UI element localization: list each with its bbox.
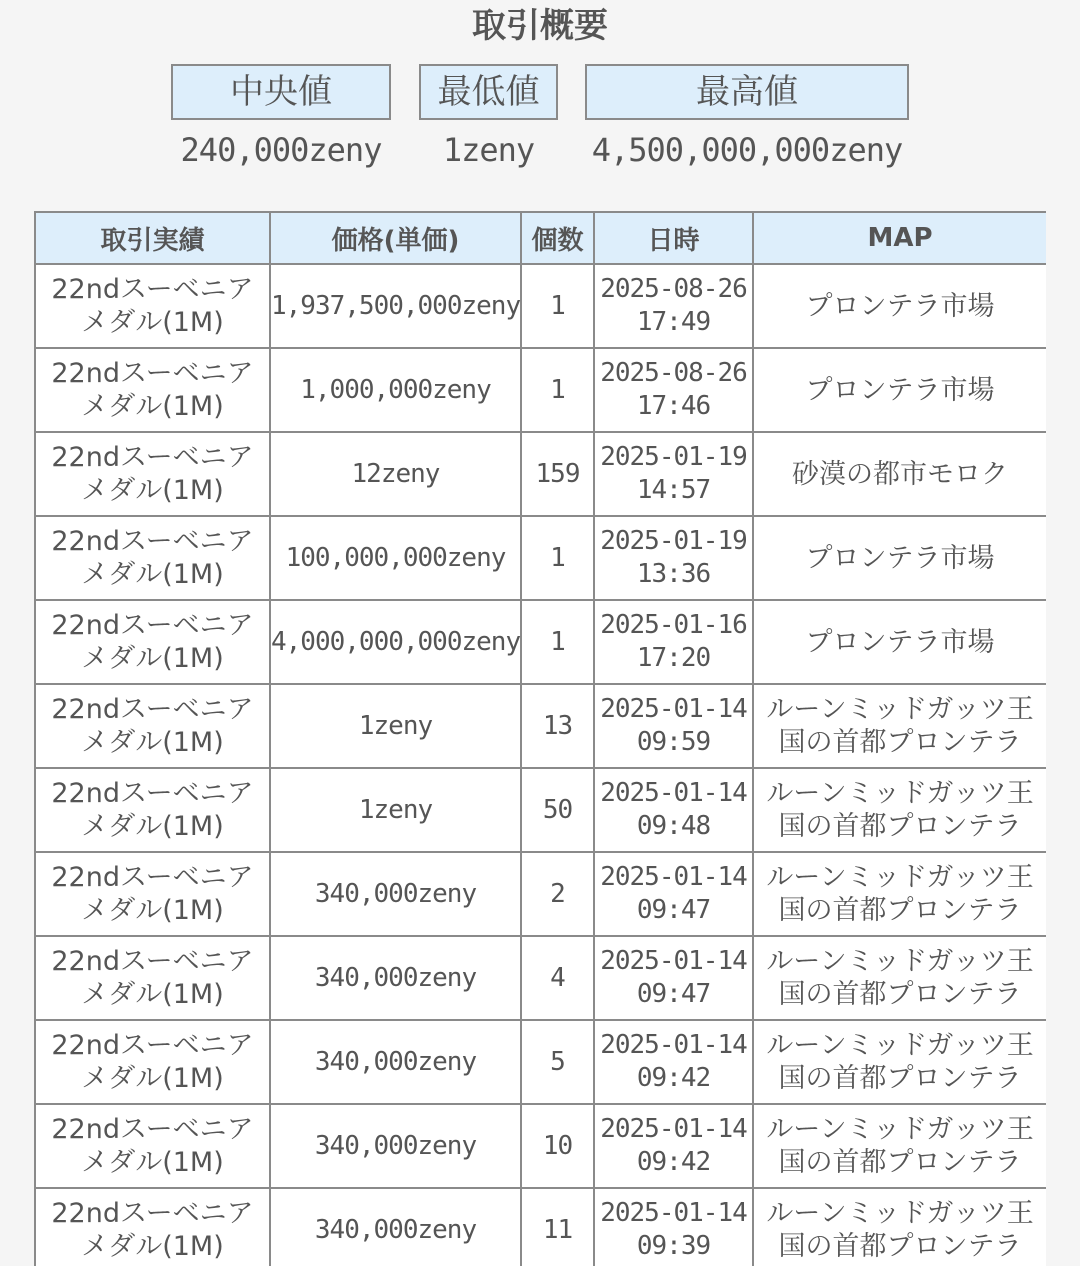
cell-datetime (594, 684, 753, 768)
table-row (35, 852, 1046, 936)
cell-qty-text: 4 (550, 962, 565, 993)
cell-map (753, 348, 1046, 432)
cell-datetime (594, 432, 753, 516)
cell-datetime-text: 09:47 (636, 979, 711, 1009)
cell-map-text: プロンテラ市場 (805, 542, 995, 574)
cell-item-text: 22ndスーベニア (51, 778, 254, 809)
cell-datetime (594, 768, 753, 852)
median-value: 240,000zeny (180, 131, 382, 169)
cell-item (35, 600, 270, 684)
cell-item-text: メダル(1M) (81, 475, 224, 506)
cell-datetime-text: 09:42 (636, 1063, 711, 1093)
cell-qty-text: 1 (550, 290, 565, 321)
cell-qty (521, 1104, 594, 1188)
cell-item-text: 22ndスーベニア (51, 274, 254, 305)
cell-map-text: 国の首都プロンテラ (778, 979, 1022, 1010)
cell-price-text: 340,000zeny (314, 1046, 477, 1077)
cell-item-text: 22ndスーベニア (51, 526, 254, 557)
min-label: 最低値 (419, 64, 558, 120)
cell-qty (521, 264, 594, 348)
table-row (35, 1020, 1046, 1104)
cell-datetime (594, 1104, 753, 1188)
cell-item-text: メダル(1M) (81, 1231, 224, 1262)
table-body (35, 264, 1046, 1266)
cell-qty (521, 432, 594, 516)
cell-price (270, 600, 521, 684)
cell-map (753, 684, 1046, 768)
cell-qty-text: 10 (542, 1130, 573, 1161)
cell-map-text: ルーンミッドガッツ王 (766, 946, 1034, 977)
cell-datetime-text: 17:46 (636, 391, 711, 421)
cell-item-text: 22ndスーベニア (51, 1030, 254, 1061)
cell-item (35, 264, 270, 348)
cell-qty-text: 13 (542, 710, 573, 741)
cell-item (35, 684, 270, 768)
cell-map-text: 国の首都プロンテラ (778, 811, 1022, 842)
cell-qty-text: 11 (542, 1214, 573, 1245)
cell-item-text: 22ndスーベニア (51, 358, 254, 389)
cell-map (753, 768, 1046, 852)
cell-item (35, 1104, 270, 1188)
cell-price (270, 264, 521, 348)
cell-qty-text: 2 (550, 878, 565, 909)
cell-price-text: 340,000zeny (314, 878, 477, 909)
cell-price-text: 1,937,500,000zeny (271, 290, 521, 321)
cell-price (270, 516, 521, 600)
cell-datetime (594, 264, 753, 348)
header-datetime: 日時 (594, 212, 753, 264)
cell-item-text: メダル(1M) (81, 559, 224, 590)
cell-price (270, 684, 521, 768)
cell-qty (521, 936, 594, 1020)
summary-title: 取引概要 (472, 6, 608, 46)
cell-datetime (594, 348, 753, 432)
cell-map-text: 国の首都プロンテラ (778, 895, 1022, 926)
table-row (35, 264, 1046, 348)
cell-qty (521, 348, 594, 432)
cell-datetime-text: 17:49 (636, 307, 711, 337)
table-row (35, 1188, 1046, 1266)
cell-qty (521, 768, 594, 852)
cell-map (753, 852, 1046, 936)
cell-item (35, 516, 270, 600)
cell-datetime-text: 2025-01-19 (600, 442, 747, 472)
cell-datetime-text: 2025-01-16 (600, 610, 747, 640)
cell-price (270, 852, 521, 936)
header-qty: 個数 (521, 212, 594, 264)
cell-qty-text: 5 (550, 1046, 565, 1077)
cell-qty-text: 1 (550, 374, 565, 405)
cell-map-text: 砂漠の都市モロク (792, 458, 1008, 490)
cell-datetime-text: 2025-01-14 (600, 1198, 747, 1228)
cell-datetime-text: 2025-01-14 (600, 946, 747, 976)
cell-datetime-text: 09:59 (636, 727, 711, 757)
cell-item-text: 22ndスーベニア (51, 610, 254, 641)
cell-map (753, 1188, 1046, 1266)
cell-price-text: 340,000zeny (314, 1130, 477, 1161)
cell-item-text: メダル(1M) (81, 391, 224, 422)
cell-map (753, 1020, 1046, 1104)
cell-datetime-text: 2025-08-26 (600, 274, 747, 304)
cell-map-text: ルーンミッドガッツ王 (766, 778, 1034, 809)
cell-datetime (594, 600, 753, 684)
cell-map (753, 936, 1046, 1020)
transactions-table (34, 211, 1046, 1266)
cell-qty (521, 684, 594, 768)
cell-map-text: 国の首都プロンテラ (778, 1063, 1022, 1094)
cell-datetime-text: 2025-01-14 (600, 778, 747, 808)
cell-price-text: 1,000,000zeny (300, 374, 491, 405)
max-label: 最高値 (585, 64, 909, 120)
cell-price-text: 1zeny (358, 710, 433, 741)
cell-item-text: メダル(1M) (81, 895, 224, 926)
cell-item-text: メダル(1M) (81, 643, 224, 674)
cell-item (35, 1020, 270, 1104)
table-header-row (35, 212, 1046, 264)
cell-datetime-text: 2025-01-14 (600, 862, 747, 892)
cell-price (270, 1104, 521, 1188)
table-row (35, 600, 1046, 684)
cell-datetime-text: 14:57 (636, 475, 711, 505)
table-row (35, 348, 1046, 432)
cell-map-text: ルーンミッドガッツ王 (766, 1114, 1034, 1145)
table-row (35, 936, 1046, 1020)
cell-datetime (594, 936, 753, 1020)
table-row (35, 516, 1046, 600)
cell-datetime-text: 17:20 (636, 643, 711, 673)
header-map: MAP (753, 212, 1046, 264)
cell-qty-text: 1 (550, 542, 565, 573)
cell-map-text: 国の首都プロンテラ (778, 1231, 1022, 1262)
cell-item-text: 22ndスーベニア (51, 694, 254, 725)
cell-price-text: 340,000zeny (314, 1214, 477, 1245)
cell-qty (521, 600, 594, 684)
cell-datetime-text: 09:48 (636, 811, 711, 841)
cell-item (35, 768, 270, 852)
cell-item-text: メダル(1M) (81, 1147, 224, 1178)
cell-map-text: プロンテラ市場 (805, 626, 995, 658)
cell-datetime-text: 2025-01-14 (600, 694, 747, 724)
cell-qty-text: 159 (535, 458, 580, 489)
cell-map (753, 1104, 1046, 1188)
cell-item-text: 22ndスーベニア (51, 1114, 254, 1145)
cell-map (753, 600, 1046, 684)
cell-map-text: 国の首都プロンテラ (778, 1147, 1022, 1178)
median-label: 中央値 (171, 64, 391, 120)
cell-item (35, 432, 270, 516)
cell-map-text: プロンテラ市場 (805, 374, 995, 406)
cell-price-text: 12zeny (351, 458, 440, 489)
cell-item (35, 852, 270, 936)
cell-qty (521, 1020, 594, 1104)
cell-datetime (594, 852, 753, 936)
cell-price-text: 100,000,000zeny (285, 542, 506, 573)
max-value: 4,500,000,000zeny (591, 131, 903, 169)
cell-price-text: 340,000zeny (314, 962, 477, 993)
cell-item-text: 22ndスーベニア (51, 862, 254, 893)
cell-item (35, 348, 270, 432)
header-item: 取引実績 (35, 212, 270, 264)
cell-item-text: メダル(1M) (81, 307, 224, 338)
cell-qty-text: 50 (542, 794, 573, 825)
table-row (35, 768, 1046, 852)
cell-qty-text: 1 (550, 626, 565, 657)
cell-price (270, 1188, 521, 1266)
cell-map-text: プロンテラ市場 (805, 290, 995, 322)
cell-price (270, 936, 521, 1020)
table-row (35, 684, 1046, 768)
cell-price (270, 348, 521, 432)
cell-price (270, 432, 521, 516)
header-price: 価格(単価) (270, 212, 521, 264)
cell-map (753, 516, 1046, 600)
cell-datetime-text: 09:42 (636, 1147, 711, 1177)
cell-datetime-text: 2025-01-14 (600, 1114, 747, 1144)
transactions-table-container[interactable] (34, 211, 1046, 1266)
cell-item (35, 1188, 270, 1266)
cell-qty (521, 852, 594, 936)
cell-item-text: メダル(1M) (81, 727, 224, 758)
cell-map (753, 432, 1046, 516)
cell-item-text: 22ndスーベニア (51, 946, 254, 977)
table-row (35, 432, 1046, 516)
min-value: 1zeny (442, 131, 535, 169)
cell-price (270, 1020, 521, 1104)
cell-datetime (594, 1020, 753, 1104)
cell-item-text: メダル(1M) (81, 1063, 224, 1094)
cell-datetime-text: 2025-01-14 (600, 1030, 747, 1060)
cell-datetime-text: 2025-01-19 (600, 526, 747, 556)
cell-item-text: 22ndスーベニア (51, 442, 254, 473)
cell-datetime-text: 09:39 (636, 1231, 711, 1261)
cell-item-text: メダル(1M) (81, 811, 224, 842)
cell-price-text: 1zeny (358, 794, 433, 825)
cell-map-text: ルーンミッドガッツ王 (766, 1030, 1034, 1061)
cell-map-text: ルーンミッドガッツ王 (766, 694, 1034, 725)
cell-map-text: ルーンミッドガッツ王 (766, 1198, 1034, 1229)
cell-item (35, 936, 270, 1020)
cell-qty (521, 516, 594, 600)
cell-datetime-text: 2025-08-26 (600, 358, 747, 388)
cell-datetime (594, 1188, 753, 1266)
cell-qty (521, 1188, 594, 1266)
cell-item-text: 22ndスーベニア (51, 1198, 254, 1229)
cell-map-text: ルーンミッドガッツ王 (766, 862, 1034, 893)
cell-map (753, 264, 1046, 348)
cell-price (270, 768, 521, 852)
cell-datetime-text: 09:47 (636, 895, 711, 925)
table-row (35, 1104, 1046, 1188)
cell-item-text: メダル(1M) (81, 979, 224, 1010)
cell-datetime (594, 516, 753, 600)
cell-map-text: 国の首都プロンテラ (778, 727, 1022, 758)
cell-datetime-text: 13:36 (636, 559, 711, 589)
cell-price-text: 4,000,000,000zeny (271, 626, 521, 657)
